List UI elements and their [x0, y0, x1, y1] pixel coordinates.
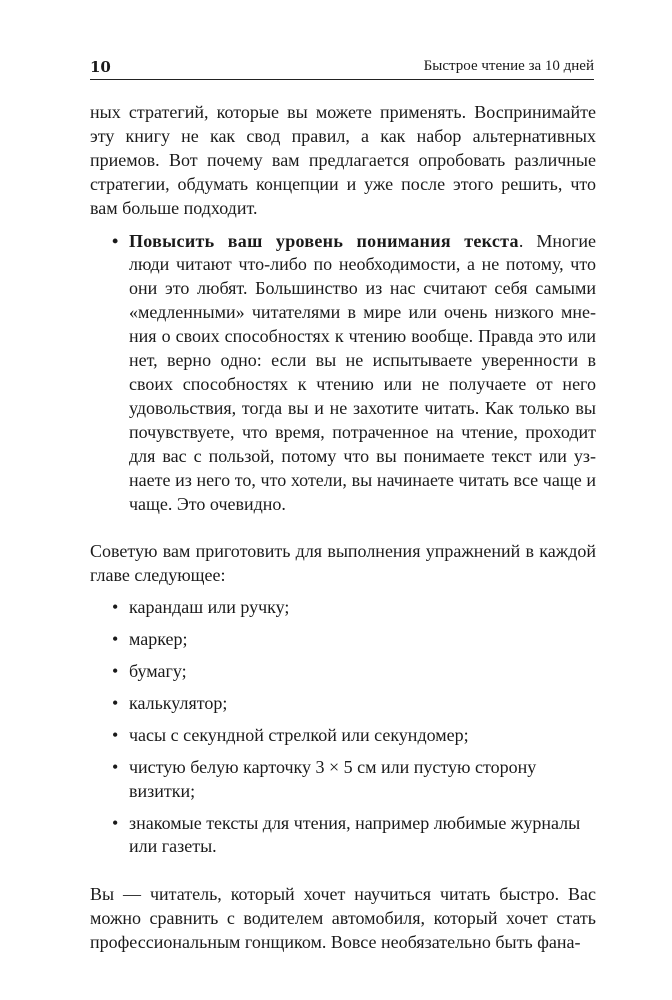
page-number: 10	[90, 58, 111, 76]
bullet-icon: •	[112, 230, 119, 251]
list-item-text: бумагу;	[129, 661, 187, 682]
bold-lead-text: Повысить ваш уровень понимания текста	[129, 230, 519, 251]
list-item	[90, 692, 596, 716]
supplies-list	[90, 596, 596, 859]
bullet-paragraph	[90, 230, 596, 517]
bullet-icon: •	[112, 692, 119, 713]
list-item-text: маркер;	[129, 629, 188, 650]
closing-paragraph: Вы — читатель, который хочет научиться читать быстро. Вас можно сравнить с водителем автомобиля, который хочет стать профессиональным гонщиком. Вовсе необязательно быть фана-	[90, 884, 596, 953]
bullet-icon: •	[112, 597, 119, 618]
list-item-text: знакомые тексты для чтения, например любимые журналы или газеты.	[129, 812, 581, 857]
list-item	[90, 812, 596, 860]
continuation-paragraph: ных стратегий, которые вы можете применять. Воспринимайте эту книгу не как свод правил, а как набор альтернативных приемов. Вот почему вам предлагается опробовать различные стратегии, обдумать концепции и уже после этого решить, что вам больше подходит.	[90, 102, 596, 218]
list-item	[90, 596, 596, 620]
list-intro-paragraph: Советую вам приготовить для выполнения упражнений в каждой главе следующее:	[90, 541, 596, 586]
bullet-icon: •	[112, 756, 119, 777]
list-item-text: часы с секундной стрелкой или секундомер;	[129, 724, 469, 745]
bullet-icon: •	[112, 629, 119, 650]
bullet-icon: •	[112, 812, 119, 833]
running-title: Быстрое чтение за 10 дней	[423, 58, 594, 74]
bullet-icon: •	[112, 724, 119, 745]
list-item	[90, 660, 596, 684]
list-item	[90, 756, 596, 804]
running-header	[90, 53, 594, 80]
bullet-paragraph-text: . Многие люди читают что-либо по необходимости, а не потому, что они это любят. Большинство из нас считают себя самыми «медленными» читателями в мире или очень низкого мнения о своих способностях к чтению вообще. Правда это или нет, верно одно: если вы не испытываете уверенности в своих способностях к чтению или не получаете от него удовольствия, тогда вы и не захотите читать. Как только вы почувствуете, что время, потраченное на чтение, проходит для вас с пользой, потому что вы понимаете текст или узнаете из него то, что хотели, вы начинаете читать все чаще и чаще. Это очевидно.	[129, 230, 596, 514]
list-item-text: калькулятор;	[129, 692, 228, 713]
page-body	[90, 101, 596, 955]
list-item	[90, 724, 596, 748]
list-item	[90, 628, 596, 652]
list-item-text: чистую белую карточку 3 × 5 см или пустую сторону визитки;	[129, 756, 537, 801]
bullet-icon: •	[112, 661, 119, 682]
list-item-text: карандаш или ручку;	[129, 597, 290, 618]
